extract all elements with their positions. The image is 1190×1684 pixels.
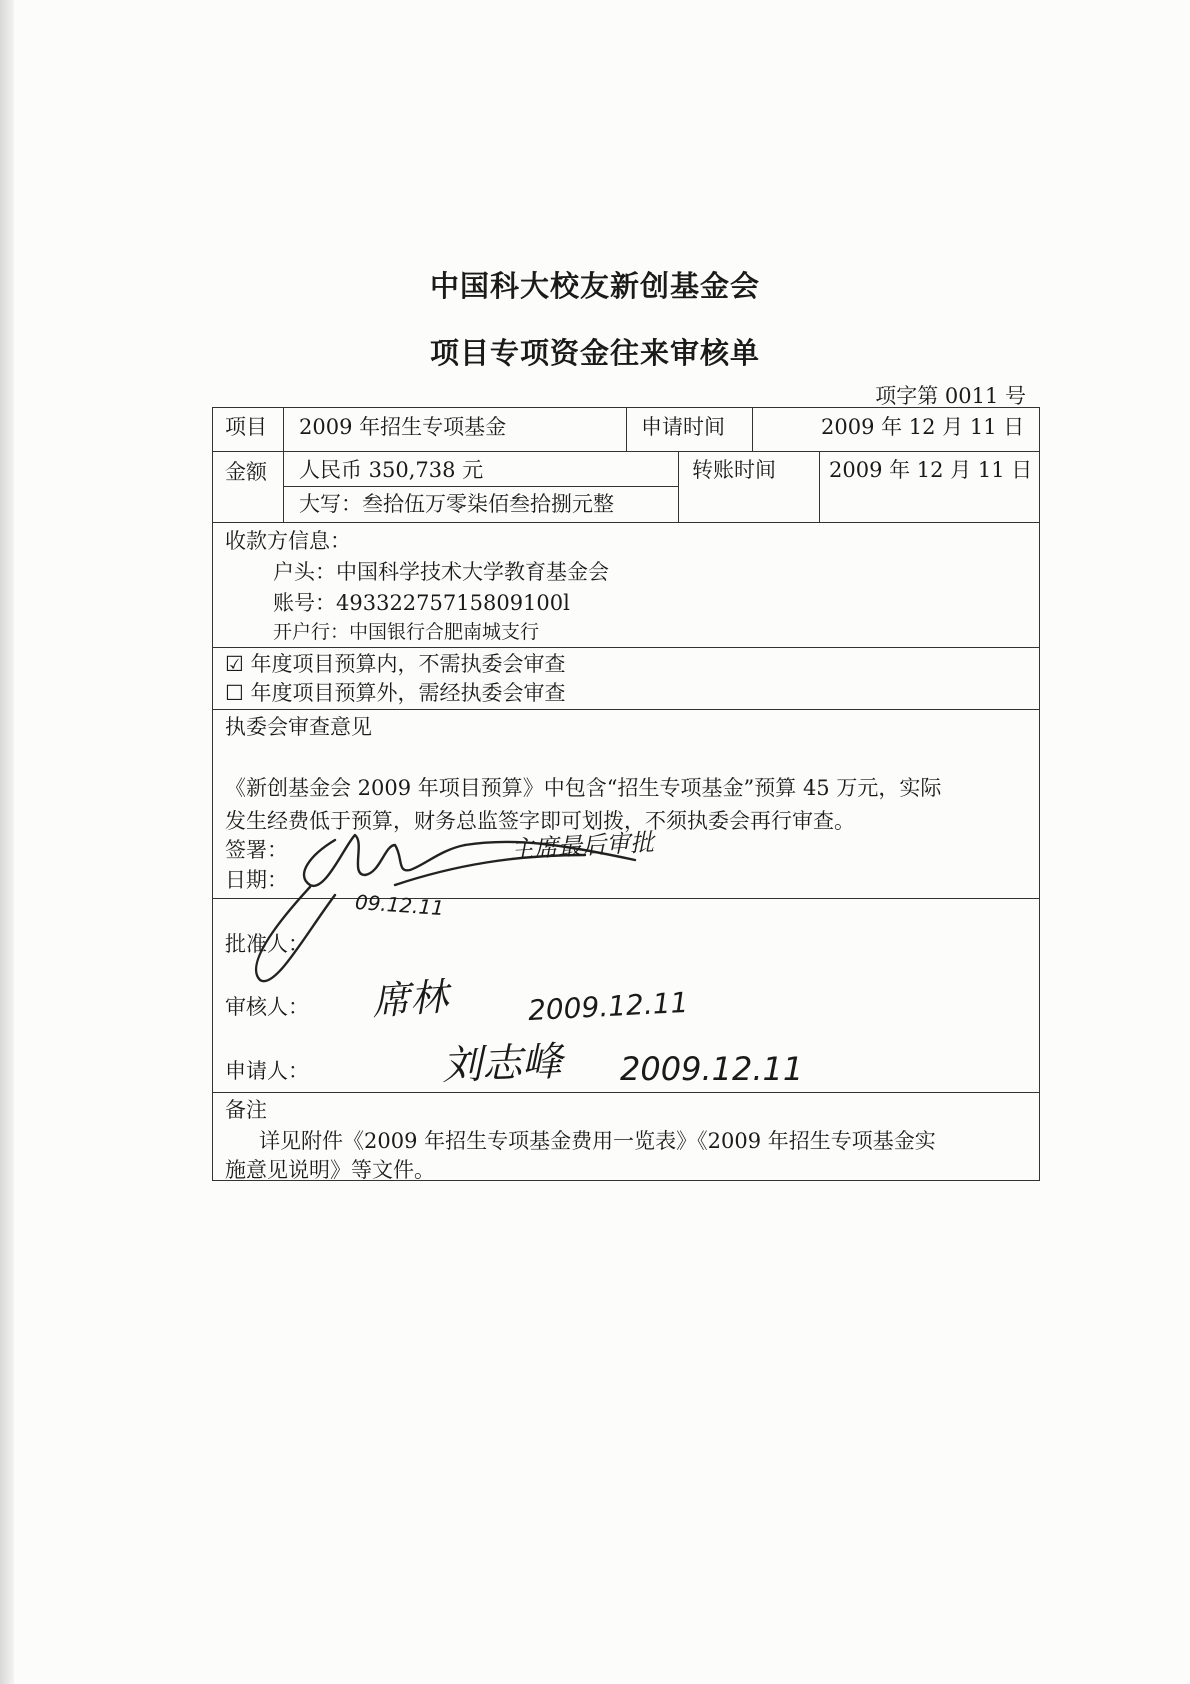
applicant-signature: 刘志峰: [441, 1038, 563, 1090]
apply-time-value: 2009 年 12 月 11 日: [821, 415, 1025, 439]
col-divider: [819, 451, 820, 522]
budget-outside-checkbox: ☐ 年度项目预算外，需经执委会审查: [225, 681, 566, 705]
transfer-time-label: 转账时间: [692, 458, 776, 482]
reviewer-date-handwriting: 2009.12.11: [527, 985, 690, 1028]
col-divider: [678, 451, 679, 522]
scan-edge-shadow: [0, 0, 14, 1684]
row-divider: [213, 451, 1039, 452]
row-divider: [213, 709, 1039, 710]
project-value: 2009 年招生专项基金: [299, 415, 507, 439]
doc-number: 项字第 0011 号: [875, 384, 1026, 408]
date-label: 日期：: [225, 868, 288, 892]
payee-bank: 开户行：中国银行合肥南城支行: [273, 621, 540, 643]
amount-capital: 大写：叁拾伍万零柒佰叁拾捌元整: [299, 492, 614, 516]
form-title: 项目专项资金往来审核单: [429, 336, 760, 370]
amount-label: 金额: [225, 460, 267, 484]
org-title: 中国科大校友新创基金会: [429, 269, 760, 303]
sign-label: 签署：: [225, 838, 288, 862]
row-divider: [213, 522, 1039, 523]
project-label: 项目: [225, 415, 267, 439]
apply-time-label: 申请时间: [641, 415, 725, 439]
remarks-line2: 施意见说明》等文件。: [225, 1158, 435, 1182]
approval-note-handwriting: 主席最后审批: [509, 828, 655, 864]
reviewer-label: 审核人：: [225, 995, 309, 1019]
applicant-date-handwriting: 2009.12.11: [620, 1050, 804, 1088]
remarks-line1: 详见附件《2009 年招生专项基金费用一览表》《2009 年招生专项基金实: [259, 1129, 936, 1153]
col-divider: [752, 408, 753, 451]
payee-header: 收款方信息：: [225, 529, 351, 553]
payee-account-no: 账号：49332275715809100l: [273, 591, 570, 615]
row-divider: [213, 1092, 1039, 1093]
amount-numeric: 人民币 350,738 元: [299, 458, 484, 482]
remarks-label: 备注: [225, 1098, 267, 1122]
applicant-label: 申请人：: [225, 1059, 309, 1083]
row-divider: [213, 647, 1039, 648]
review-opinion-line2: 发生经费低于预算，财务总监签字即可划拨，不须执委会再行审查。: [225, 809, 855, 833]
review-header: 执委会审查意见: [225, 715, 372, 739]
transfer-time-value: 2009 年 12 月 11 日: [829, 458, 1033, 482]
review-opinion-line1: 《新创基金会 2009 年项目预算》中包含“招生专项基金”预算 45 万元，实际: [225, 776, 942, 800]
reviewer-signature: 席林: [370, 974, 450, 1024]
col-divider: [626, 408, 627, 451]
amount-inner-divider: [283, 486, 678, 487]
col-divider: [283, 408, 284, 522]
payee-account-name: 户头：中国科学技术大学教育基金会: [273, 560, 609, 584]
sign-date-handwriting: 09.12.11: [354, 889, 445, 921]
approver-label: 批准人：: [225, 932, 309, 956]
budget-within-checkbox: ☑ 年度项目预算内，不需执委会审查: [225, 652, 566, 676]
